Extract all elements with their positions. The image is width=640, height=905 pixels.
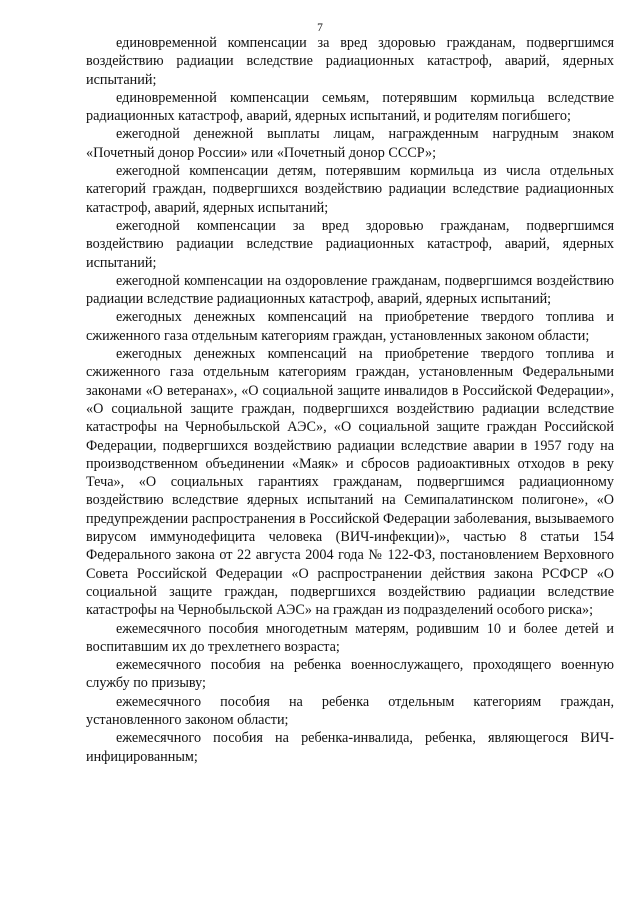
paragraph: ежегодных денежных компенсаций на приобретение твердого топлива и сжиженного газа отдельным категориям граждан, установленных законом области; — [86, 309, 614, 344]
paragraph: единовременной компенсации семьям, потерявшим кормильца вследствие радиационных катастроф, аварий, ядерных испытаний, и родителям погибшего; — [86, 89, 614, 125]
paragraph: ежегодных денежных компенсаций на приобретение твердого топлива и сжиженного газа отдельным категориям граждан, установленным Федеральными законами «О ветеранах», «О социальной защите инвалидов в Российской Федерации», «О социальной защите граждан, подвергшихся воздействию радиации вследствие катастрофы на Чернобыльской АЭС», «О социальной защите граждан Российской Федерации, подвергшихся воздействию радиации вследствие аварии в 1957 году на производственном объединении «Маяк» и сбросов радиоактивных отходов в реку Теча», «О социальных гарантиях гражданам, подвергшимся радиационному воздействию вследствие ядерных испытаний на Семипалатинском полигоне», «О предупреждении распространения в Российской Федерации заболевания, вызываемого вирусом иммунодефицита человека (ВИЧ-инфекции)», частью 8 статьи 154 Федерального закона от 22 августа 2004 года № 122-ФЗ, постановлением Верховного Совета Российской Федерации «О распространении действия закона РСФСР «О социальной защите граждан, подвергшихся воздействию радиации вследствие катастрофы на Чернобыльской АЭС» на граждан из подразделений особого риска»; — [86, 346, 614, 619]
paragraph: ежемесячного пособия на ребенка-инвалида, ребенка, являющегося ВИЧ-инфицированным; — [86, 730, 614, 765]
document-body — [86, 34, 614, 766]
paragraph: единовременной компенсации за вред здоровью гражданам, подвергшимся воздействию радиации вследствие радиационных катастроф, аварий, ядерных испытаний; — [86, 35, 614, 88]
paragraph: ежемесячного пособия на ребенка отдельным категориям граждан, установленного законом области; — [86, 693, 614, 728]
paragraph: ежегодной компенсации детям, потерявшим кормильца из числа отдельных категорий граждан, подвергшихся воздействию радиации вследствие радиационных катастроф, аварий, ядерных испытаний; — [86, 163, 614, 216]
paragraph: ежемесячного пособия многодетным матерям, родившим 10 и более детей и воспитавшим их до трехлетнего возраста; — [86, 620, 614, 655]
paragraph: ежегодной денежной выплаты лицам, награжденным нагрудным знаком «Почетный донор России» или «Почетный донор СССР»; — [86, 126, 614, 161]
page-number: 7 — [317, 22, 323, 34]
paragraph: ежегодной компенсации за вред здоровью гражданам, подвергшимся воздействию радиации вследствие радиационных катастроф, аварий, ядерных испытаний; — [86, 217, 614, 271]
paragraph: ежемесячного пособия на ребенка военнослужащего, проходящего военную службу по призыву; — [86, 657, 614, 692]
paragraph: ежегодной компенсации на оздоровление гражданам, подвергшимся воздействию радиации вследствие радиационных катастроф, аварий, ядерных испытаний; — [86, 272, 614, 308]
